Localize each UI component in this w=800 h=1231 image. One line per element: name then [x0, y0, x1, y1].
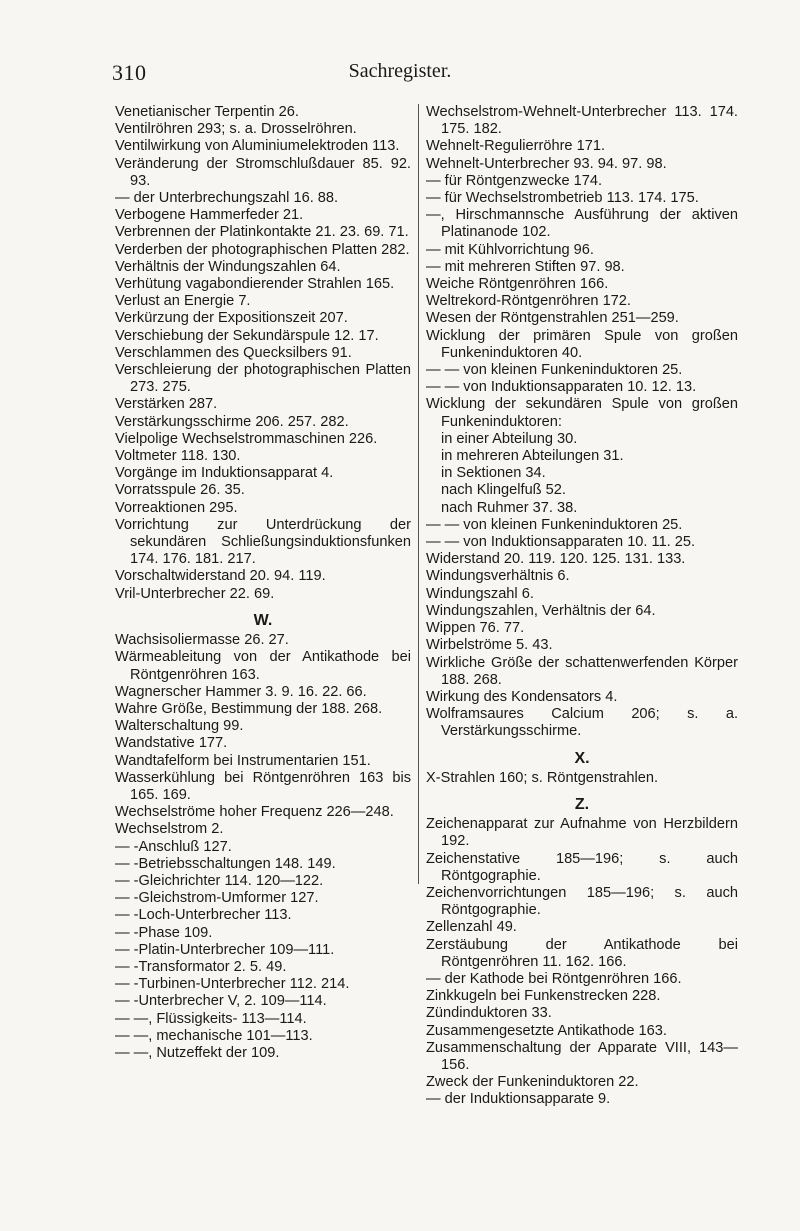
index-entry: — — von kleinen Funkeninduktoren 25. [426, 516, 683, 533]
index-entry: — -Transformator 2. 5. 49. [115, 958, 287, 975]
index-entry: Wechselströme hoher Frequenz 226—248. [115, 804, 394, 821]
index-entry: Vorschaltwiderstand 20. 94. 119. [115, 568, 326, 585]
index-entry: X-Strahlen 160; s. Röntgenstrahlen. [426, 769, 659, 786]
page-number: 310 [112, 60, 147, 85]
index-entry: Weiche Röntgenröhren 166. [426, 276, 609, 293]
index-subentry: nach Klingelfuß 52. [441, 482, 566, 499]
index-entry: — der Unterbrechungszahl 16. 88. [115, 190, 339, 207]
index-entry: Zeichenvorrichtungen 185—196; s. auch Röntgographie. [426, 884, 738, 919]
index-entry: Ventilwirkung von Aluminiumelektroden 113. [115, 138, 400, 155]
index-entry: — -Unterbrecher V, 2. 109—114. [115, 993, 327, 1010]
index-entry: — -Turbinen-Unterbrecher 112. 214. [115, 976, 350, 993]
index-entry: Weltrekord-Röntgenröhren 172. [426, 293, 631, 310]
index-entry: Wahre Größe, Bestimmung der 188. 268. [115, 700, 383, 717]
page-header [0, 60, 800, 90]
index-entry: Verschlammen des Quecksilbers 91. [115, 344, 352, 361]
index-entry: Zusammenschaltung der Apparate VIII, 143—156. [426, 1039, 738, 1073]
index-entry: Widerstand 20. 119. 120. 125. 131. 133. [426, 551, 686, 568]
index-entry: Zeichenstative 185—196; s. auch Röntgographie. [426, 850, 738, 884]
index-entry: Ventilröhren 293; s. a. Drosselröhren. [115, 121, 357, 138]
index-entry: — -Gleichrichter 114. 120—122. [115, 872, 324, 889]
index-subentry: nach Ruhmer 37. 38. [441, 499, 578, 516]
index-entry: Wicklung der primären Spule von großen Funkeninduktoren 40. [426, 327, 738, 361]
index-entry: — —, Flüssigkeits- 113—114. [115, 1010, 307, 1027]
index-entry: — — von Induktionsapparaten 10. 12. 13. [426, 379, 697, 396]
index-entry: Wirbelströme 5. 43. [426, 637, 553, 654]
index-entry: — -Phase 109. [115, 924, 213, 941]
index-entry: Vorratsspule 26. 35. [115, 482, 245, 499]
index-entry: Wirkliche Größe der schattenwerfenden Körper 188. 268. [426, 654, 738, 688]
index-entry: Wippen 76. 77. [426, 620, 525, 637]
index-entry: — -Betriebsschaltungen 148. 149. [115, 855, 336, 872]
section-letter-heading: Z. [574, 795, 590, 813]
index-entry: Zinkkugeln bei Funkenstrecken 228. [426, 988, 661, 1005]
running-head: Sachregister. [348, 60, 452, 82]
index-entry: Verlust an Energie 7. [115, 293, 251, 310]
index-entry: Wehnelt-Unterbrecher 93. 94. 97. 98. [426, 155, 667, 172]
index-entry: — -Loch-Unterbrecher 113. [115, 907, 292, 924]
index-entry: Verderben der photographischen Platten 282. [115, 241, 410, 258]
index-entry: Wirkung des Kondensators 4. [426, 688, 618, 705]
index-entry: — für Röntgenzwecke 174. [426, 172, 603, 189]
index-entry: Verbrennen der Platinkontakte 21. 23. 69. 71. [115, 224, 409, 241]
index-column-left [115, 104, 411, 1062]
index-entry: Verhältnis der Windungszahlen 64. [115, 258, 341, 275]
index-entry: Windungszahl 6. [426, 585, 534, 602]
index-entry: Voltmeter 118. 130. [115, 448, 241, 465]
index-entry: Verhütung vagabondierender Strahlen 165. [115, 276, 395, 293]
index-entry: Wachsisoliermasse 26. 27. [115, 632, 289, 649]
index-entry: Verbogene Hammerfeder 21. [115, 207, 304, 224]
index-subentry: in mehreren Abteilungen 31. [441, 448, 624, 465]
index-entry: — mit Kühlvorrichtung 96. [426, 241, 594, 258]
index-subentry: in einer Abteilung 30. [441, 430, 578, 447]
index-entry: Veränderung der Stromschlußdauer 85. 92. 93. [115, 155, 411, 189]
index-subentry: in Sektionen 34. [441, 465, 546, 482]
index-entry: Walterschaltung 99. [115, 718, 244, 735]
index-entry: — für Wechselstrombetrieb 113. 174. 175. [426, 190, 699, 207]
section-letter-heading: W. [253, 611, 273, 629]
index-entry: — mit mehreren Stiften 97. 98. [426, 258, 625, 275]
index-entry: Wagnerscher Hammer 3. 9. 16. 22. 66. [115, 683, 367, 700]
index-entry: Wehnelt-Regulierröhre 171. [426, 138, 606, 155]
index-entry: — -Platin-Unterbrecher 109—111. [115, 941, 335, 958]
index-entry: Wolframsaures Calcium 206; s. a. Verstärkungsschirme. [426, 706, 738, 740]
index-entry: Zusammengesetzte Antikathode 163. [426, 1022, 667, 1039]
index-entry: Wasserkühlung bei Röntgenröhren 163 bis 165. 169. [115, 769, 411, 803]
index-entry: Vril-Unterbrecher 22. 69. [115, 585, 275, 602]
index-entry: — —, Nutzeffekt der 109. [115, 1044, 280, 1061]
index-entry: — — von Induktionsapparaten 10. 11. 25. [426, 534, 696, 551]
index-entry: Wärmeableitung von der Antikathode bei Röntgenröhren 163. [115, 649, 411, 683]
column-divider [418, 104, 419, 884]
index-entry: Vorreaktionen 295. [115, 499, 238, 516]
index-entry: — der Kathode bei Röntgenröhren 166. [426, 970, 682, 987]
index-entry: Zerstäubung der Antikathode bei Röntgenröhren 11. 162. 166. [426, 936, 738, 970]
index-entry: Verstärkungsschirme 206. 257. 282. [115, 413, 349, 430]
index-entry: Wicklung der sekundären Spule von großen Funkeninduktoren: [426, 396, 738, 430]
index-entry: Vorrichtung zur Unterdrückung der sekundären Schließungsinduktionsfunken 174. 176. 181. 217. [115, 516, 411, 568]
index-entry: Verkürzung der Expositionszeit 207. [115, 310, 348, 327]
index-entry: Wesen der Röntgenstrahlen 251—259. [426, 310, 679, 327]
index-entry: Vielpolige Wechselstrommaschinen 226. [115, 430, 378, 447]
index-entry: Windungsverhältnis 6. [426, 568, 570, 585]
index-entry: Vorgänge im Induktionsapparat 4. [115, 465, 334, 482]
index-entry: Zellenzahl 49. [426, 919, 517, 936]
index-entry: Verstärken 287. [115, 396, 218, 413]
index-entry: Verschiebung der Sekundärspule 12. 17. [115, 327, 379, 344]
index-entry: Verschleierung der photographischen Platten 273. 275. [115, 362, 411, 396]
index-entry: — der Induktionsapparate 9. [426, 1091, 611, 1108]
index-entry: Windungszahlen, Verhältnis der 64. [426, 602, 656, 619]
index-entry: — —, mechanische 101—113. [115, 1027, 313, 1044]
index-entry: Wandtafelform bei Instrumentarien 151. [115, 752, 371, 769]
index-entry: Zeichenapparat zur Aufnahme von Herzbildern 192. [426, 816, 738, 850]
index-entry: Wechselstrom-Wehnelt-Unterbrecher 113. 174. 175. 182. [426, 104, 738, 138]
index-entry: Zweck der Funkeninduktoren 22. [426, 1074, 639, 1091]
section-letter-heading: X. [574, 749, 590, 767]
index-entry: Venetianischer Terpentin 26. [115, 104, 299, 120]
index-entry: Wandstative 177. [115, 735, 228, 752]
index-entry: Zündinduktoren 33. [426, 1005, 552, 1022]
index-entry: — -Anschluß 127. [115, 838, 232, 855]
index-column-right [426, 104, 738, 1109]
index-entry: —, Hirschmannsche Ausführung der aktiven Platinanode 102. [426, 207, 738, 241]
index-entry: — — von kleinen Funkeninduktoren 25. [426, 362, 683, 379]
index-entry: — -Gleichstrom-Umformer 127. [115, 890, 319, 907]
index-entry: Wechselstrom 2. [115, 821, 224, 838]
